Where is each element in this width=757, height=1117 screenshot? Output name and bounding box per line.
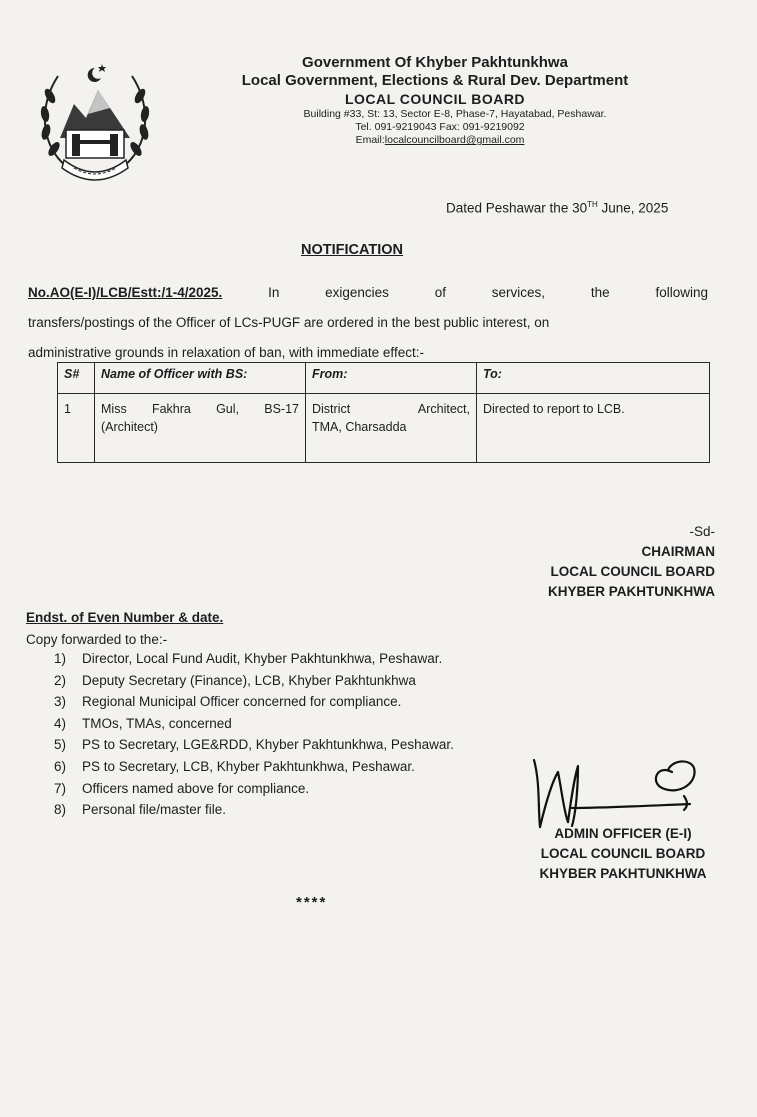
body-word: of <box>434 285 446 300</box>
name-word: Gul, <box>216 402 240 416</box>
from-line-2: TMA, Charsadda <box>312 420 407 434</box>
body-line-1 <box>28 278 708 308</box>
list-text: Officers named above for compliance. <box>82 780 310 796</box>
body-word: exigencies <box>325 285 389 300</box>
admin-title: ADMIN OFFICER (E-I) <box>554 826 692 841</box>
list-text: Director, Local Fund Audit, Khyber Pakhtunkhwa, Peshawar. <box>82 651 443 666</box>
cell-sno: 1 <box>58 394 95 463</box>
list-number: 8) <box>54 802 67 818</box>
list-text: TMOs, TMAs, concerned <box>82 715 232 731</box>
body-line-3: administrative grounds in relaxation of ban, with immediate effect:- <box>28 345 424 360</box>
body-word: services, <box>491 285 546 300</box>
email-label: Email: <box>355 134 385 146</box>
body-word: the <box>590 285 610 300</box>
copy-forwarded-label: Copy forwarded to the:- <box>26 632 168 647</box>
cell-name <box>95 394 306 463</box>
dated-sup: TH <box>587 200 598 209</box>
body-word: following <box>655 285 708 300</box>
cell-from <box>306 394 477 463</box>
endorsement-heading: Endst. of Even Number & date. <box>26 610 224 625</box>
phone-line: Tel. 091-9219043 Fax: 091-9219092 <box>355 121 525 133</box>
dated-prefix: Dated Peshawar the 30 <box>446 200 588 216</box>
name-line-1 <box>101 400 299 418</box>
list-item <box>54 691 454 713</box>
email-address: localcouncilboard@gmail.com <box>384 134 525 146</box>
transfer-table <box>57 362 710 463</box>
reference-number: No.AO(E-I)/LCB/Estt:/1-4/2025. <box>28 285 223 300</box>
chairman-org: LOCAL COUNCIL BOARD <box>550 564 715 579</box>
body-line-2: transfers/postings of the Officer of LCs-PUGF are ordered in the best public interest, on <box>28 315 550 330</box>
list-text: Regional Municipal Officer concerned for compliance. <box>82 694 402 710</box>
end-marker: **** <box>296 894 328 911</box>
from-line-1 <box>312 400 470 418</box>
table-header-row <box>58 363 710 394</box>
admin-officer-signatory <box>518 824 728 884</box>
list-item <box>54 778 454 800</box>
name-line-2: (Architect) <box>101 420 158 434</box>
notification-title: NOTIFICATION <box>301 242 404 258</box>
list-number: 4) <box>54 715 67 731</box>
header-from: From: <box>306 363 477 394</box>
sd-mark: -Sd- <box>689 524 715 539</box>
name-word: Fakhra <box>151 402 191 416</box>
cell-to: Directed to report to LCB. <box>477 394 710 463</box>
list-item <box>54 648 454 670</box>
header-name: Name of Officer with BS: <box>95 363 306 394</box>
notification-body <box>28 278 708 368</box>
name-word: BS-17 <box>264 402 299 416</box>
chairman-title: CHAIRMAN <box>641 544 715 559</box>
department-name: Local Government, Elections & Rural Dev. Department <box>241 72 629 89</box>
list-number: 5) <box>54 737 67 753</box>
from-word: Architect, <box>417 402 470 416</box>
header-sno: S# <box>58 363 95 394</box>
list-text: PS to Secretary, LGE&RDD, Khyber Pakhtunkhwa, Peshawar. <box>82 737 454 753</box>
list-item <box>54 756 454 778</box>
copy-list <box>54 648 454 821</box>
list-number: 3) <box>54 694 67 710</box>
admin-province: KHYBER PAKHTUNKHWA <box>539 866 707 881</box>
board-name: LOCAL COUNCIL BOARD <box>344 91 526 107</box>
list-text: Personal file/master file. <box>82 802 227 818</box>
name-word: Miss <box>101 402 127 416</box>
list-number: 1) <box>54 651 67 666</box>
list-text: Deputy Secretary (Finance), LCB, Khyber Pakhtunkhwa <box>82 672 416 688</box>
list-number: 2) <box>54 672 67 688</box>
chairman-signatory <box>548 522 715 602</box>
body-word: In <box>268 285 280 300</box>
dated-line <box>446 200 668 216</box>
government-name: Government Of Khyber Pakhtunkhwa <box>302 54 568 71</box>
dated-suffix: June, 2025 <box>597 200 669 216</box>
list-item <box>54 734 454 756</box>
list-item <box>54 670 454 692</box>
list-item <box>54 799 454 821</box>
address-line: Building #33, St: 13, Sector E-8, Phase-7, Hayatabad, Peshawar. <box>303 108 607 120</box>
chairman-province: KHYBER PAKHTUNKHWA <box>548 584 715 599</box>
list-item <box>54 713 454 735</box>
government-emblem-icon <box>36 56 154 188</box>
list-number: 6) <box>54 758 67 774</box>
list-text: PS to Secretary, LCB, Khyber Pakhtunkhwa, Peshawar. <box>82 758 415 774</box>
letterhead <box>200 54 670 147</box>
admin-org: LOCAL COUNCIL BOARD <box>540 846 706 861</box>
from-word: District <box>312 402 351 416</box>
email-line <box>210 134 670 147</box>
list-number: 7) <box>54 780 67 796</box>
header-to: To: <box>477 363 710 394</box>
table-row <box>58 394 710 463</box>
